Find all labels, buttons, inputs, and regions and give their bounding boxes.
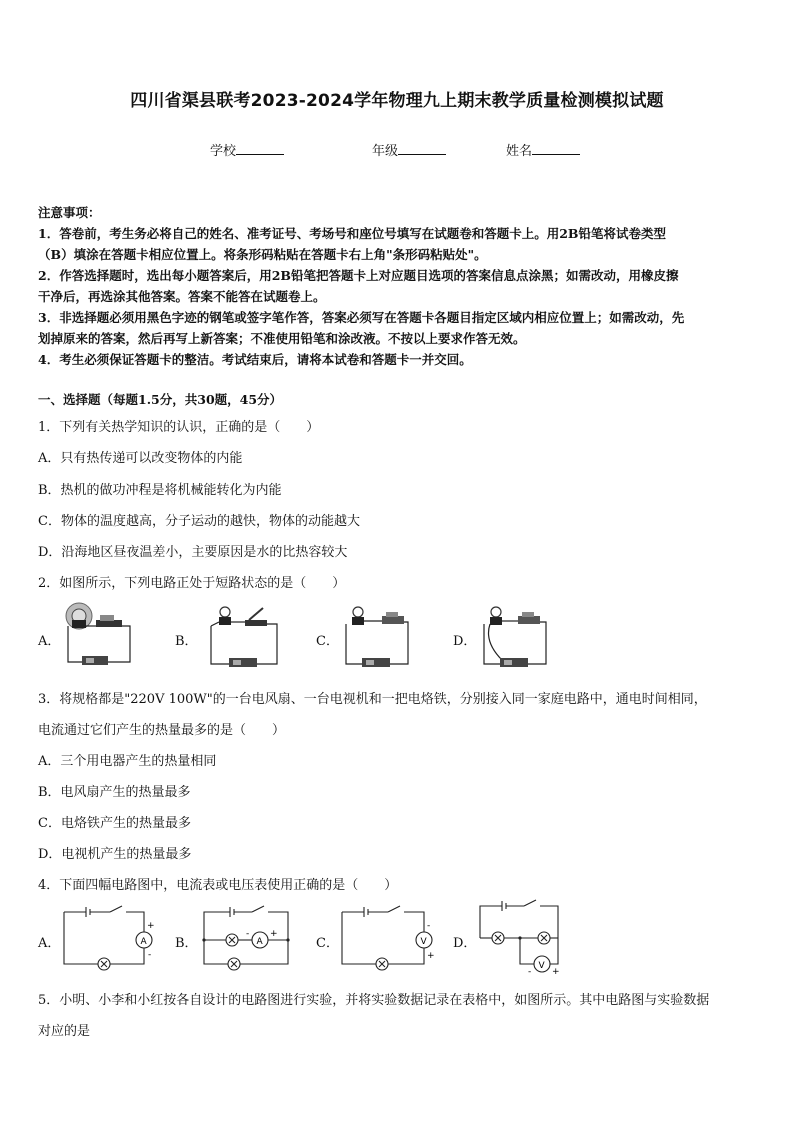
minus-sign: -: [148, 950, 152, 960]
minus-sign: -: [246, 929, 250, 939]
question-3-stem-line-2: 电流通过它们产生的热量最多的是（ ）: [38, 723, 286, 738]
name-label: 姓名: [506, 144, 533, 159]
name-blank: [532, 142, 580, 155]
notice-line: （B）填涂在答题卡相应位置上。将条形码粘贴在答题卡右上角"条形码粘贴处"。: [38, 247, 487, 262]
notice-line: 2．作答选择题时，选出每小题答案后，用2B铅笔把答题卡上对应题目选项的答案信息点涂黑；如需改动，用橡皮擦: [38, 268, 679, 283]
page-title: 四川省渠县联考2023-2024学年物理九上期末教学质量检测模拟试题: [130, 91, 664, 111]
question-4-label-d: D．: [453, 936, 477, 951]
question-3-option-c: C．电烙铁产生的热量最多: [38, 816, 191, 831]
notice-line: 1．答卷前，考生务必将自己的姓名、准考证号、考场号和座位号填写在试题卷和答题卡上。用2B铅笔将试卷类型: [38, 226, 666, 241]
question-4-label-a: A．: [38, 936, 61, 951]
voltmeter-symbol: V: [420, 937, 427, 947]
question-3-option-d: D．电视机产生的热量最多: [38, 847, 192, 862]
question-1-option-d: D．沿海地区昼夜温差小，主要原因是水的比热容较大: [38, 545, 348, 560]
question-5-stem-line-2: 对应的是: [38, 1024, 91, 1039]
question-2-circuit-a: [60, 598, 140, 674]
notice-heading: 注意事项：: [38, 205, 101, 220]
question-5-stem-line-1: 5．小明、小李和小红按各自设计的电路图进行实验，并将实验数据记录在表格中，如图所示。其中电路图与实验数据: [38, 993, 710, 1008]
grade-blank: [398, 142, 446, 155]
grade-label: 年级: [372, 144, 399, 159]
question-1-stem: 1．下列有关热学知识的认识，正确的是（ ）: [38, 420, 320, 435]
question-1-option-a: A．只有热传递可以改变物体的内能: [38, 451, 243, 466]
question-4-circuit-c: [338, 902, 438, 974]
question-4-label-b: B．: [175, 936, 198, 951]
minus-sign: -: [427, 921, 431, 931]
school-field: [210, 140, 284, 159]
question-2-label-b: B．: [175, 634, 198, 649]
question-2-label-a: A．: [38, 634, 61, 649]
question-4-label-c: C．: [316, 936, 339, 951]
question-1-option-b: B．热机的做功冲程是将机械能转化为内能: [38, 483, 282, 498]
ammeter-symbol: A: [256, 937, 263, 947]
plus-sign: +: [147, 921, 155, 931]
question-4-stem: 4．下面四幅电路图中，电流表或电压表使用正确的是（ ）: [38, 878, 398, 893]
question-3-option-a: A．三个用电器产生的热量相同: [38, 754, 217, 769]
question-1-option-c: C．物体的温度越高，分子运动的越快，物体的动能越大: [38, 514, 360, 529]
question-2-circuit-b: [205, 602, 285, 674]
question-4-circuit-a: [60, 902, 160, 974]
question-3-stem-line-1: 3．将规格都是"220V 100W"的一台电风扇、一台电视机和一把电烙铁，分别接入同一家庭电路中，通电时间相同，: [38, 692, 707, 707]
question-2-label-c: C．: [316, 634, 339, 649]
question-4-circuit-d: [476, 898, 566, 978]
question-3-option-b: B．电风扇产生的热量最多: [38, 785, 191, 800]
ammeter-symbol: A: [140, 937, 147, 947]
plus-sign: +: [552, 967, 560, 977]
voltmeter-symbol: V: [538, 961, 545, 971]
notice-line: 干净后，再选涂其他答案。答案不能答在试题卷上。: [38, 289, 326, 304]
notice-line: 划掉原来的答案，然后再写上新答案；不准使用铅笔和涂改液。不按以上要求作答无效。: [38, 331, 526, 346]
notice-line: 3．非选择题必须用黑色字迹的钢笔或签字笔作答，答案必须写在答题卡各题目指定区域内相应位置上；如需改动，先: [38, 310, 685, 325]
grade-field: [372, 140, 446, 159]
question-2-stem: 2．如图所示，下列电路正处于短路状态的是（ ）: [38, 576, 346, 591]
minus-sign: -: [528, 967, 532, 977]
question-4-circuit-b: [200, 902, 300, 974]
question-2-circuit-c: [342, 602, 422, 674]
school-label: 学校: [210, 144, 237, 159]
plus-sign: +: [270, 929, 278, 939]
question-2-label-d: D．: [453, 634, 477, 649]
school-blank: [236, 142, 284, 155]
section-heading: 一、选择题（每题1.5分，共30题，45分）: [38, 392, 283, 407]
question-2-circuit-d: [480, 602, 556, 674]
plus-sign: +: [427, 951, 435, 961]
name-field: [506, 140, 580, 159]
notice-line: 4．考生必须保证答题卡的整洁。考试结束后，请将本试卷和答题卡一并交回。: [38, 352, 472, 367]
